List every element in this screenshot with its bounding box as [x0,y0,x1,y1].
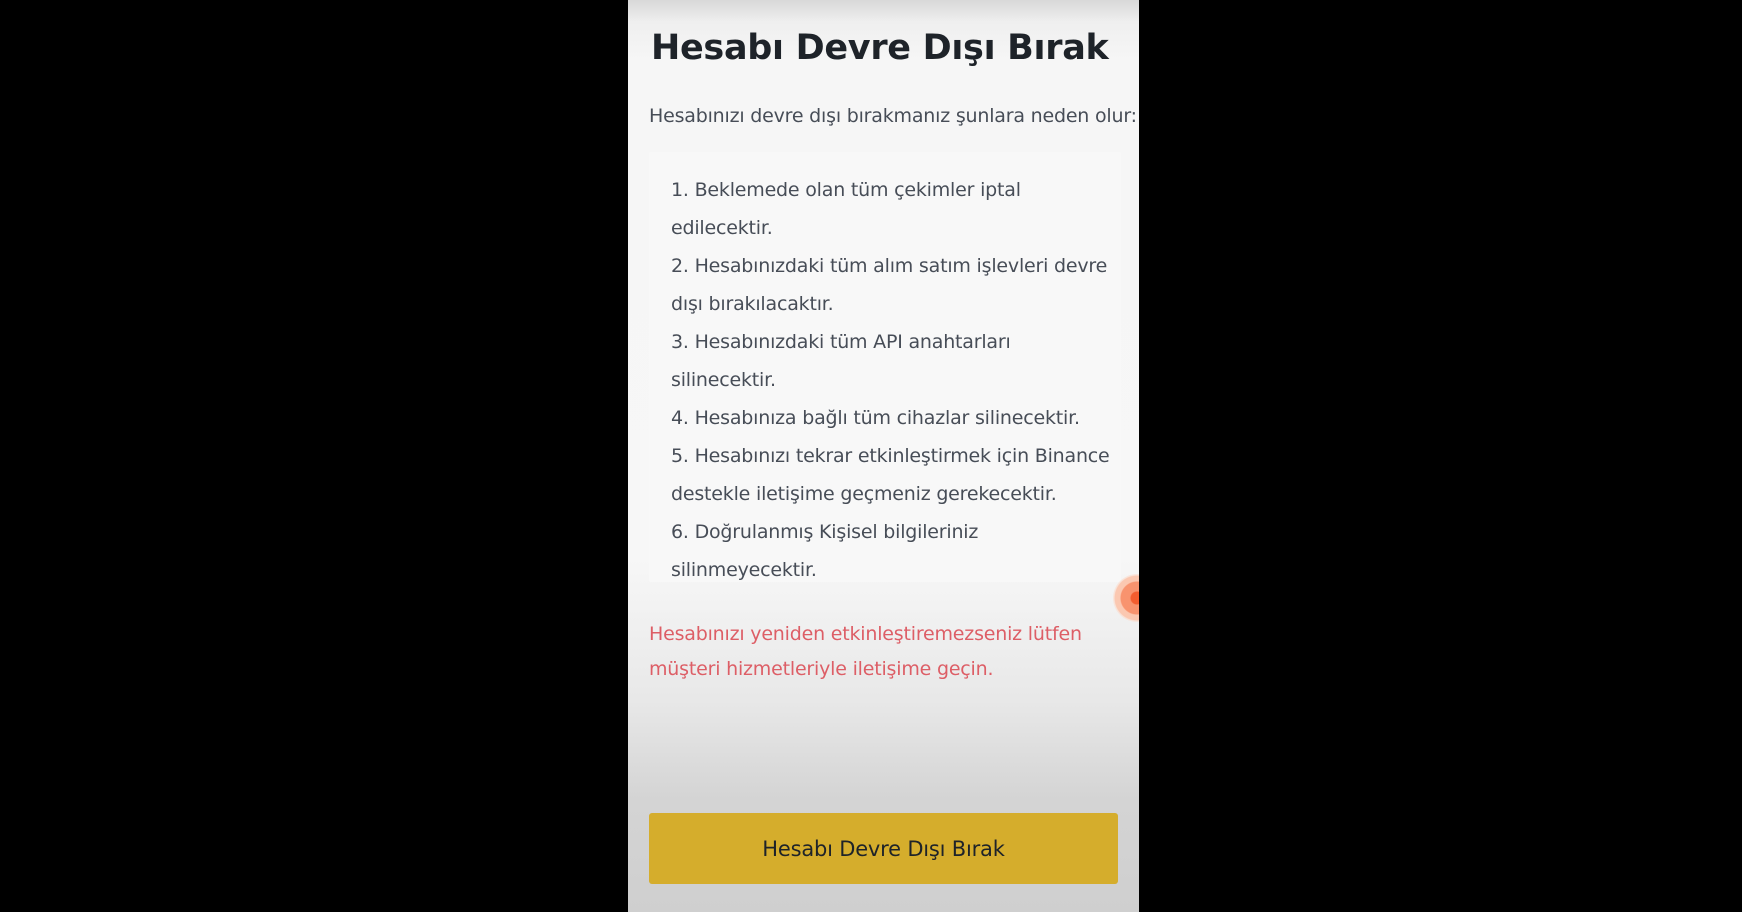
warning-text: Hesabınızı yeniden etkinleştiremezseniz lütfen müşteri hizmetleriyle iletişime geçin. [649,623,1082,680]
consequence-item: 4. Hesabınıza bağlı tüm cihazlar silinecektir. [671,407,1080,429]
consequence-item: 6. Doğrulanmış Kişisel bilgileriniz silinmeyecektir. [671,521,979,581]
intro-text: Hesabınızı devre dışı bırakmanız şunlara neden olur: [649,105,1137,127]
consequence-item: 1. Beklemede olan tüm çekimler iptal edilecektir. [671,179,1021,239]
page-title: Hesabı Devre Dışı Bırak [651,28,1109,68]
consequence-item: 2. Hesabınızdaki tüm alım satım işlevleri devre dışı bırakılacaktır. [671,255,1108,315]
consequences-box [649,152,1121,582]
consequence-item: 5. Hesabınızı tekrar etkinleştirmek için Binance destekle iletişime geçmeniz gerekecektir. [671,445,1110,505]
deactivate-account-button[interactable]: Hesabı Devre Dışı Bırak [649,813,1118,884]
mobile-screen [628,0,1139,912]
consequences-list [649,152,1121,589]
consequence-item: 3. Hesabınızdaki tüm API anahtarları silinecektir. [671,331,1011,391]
